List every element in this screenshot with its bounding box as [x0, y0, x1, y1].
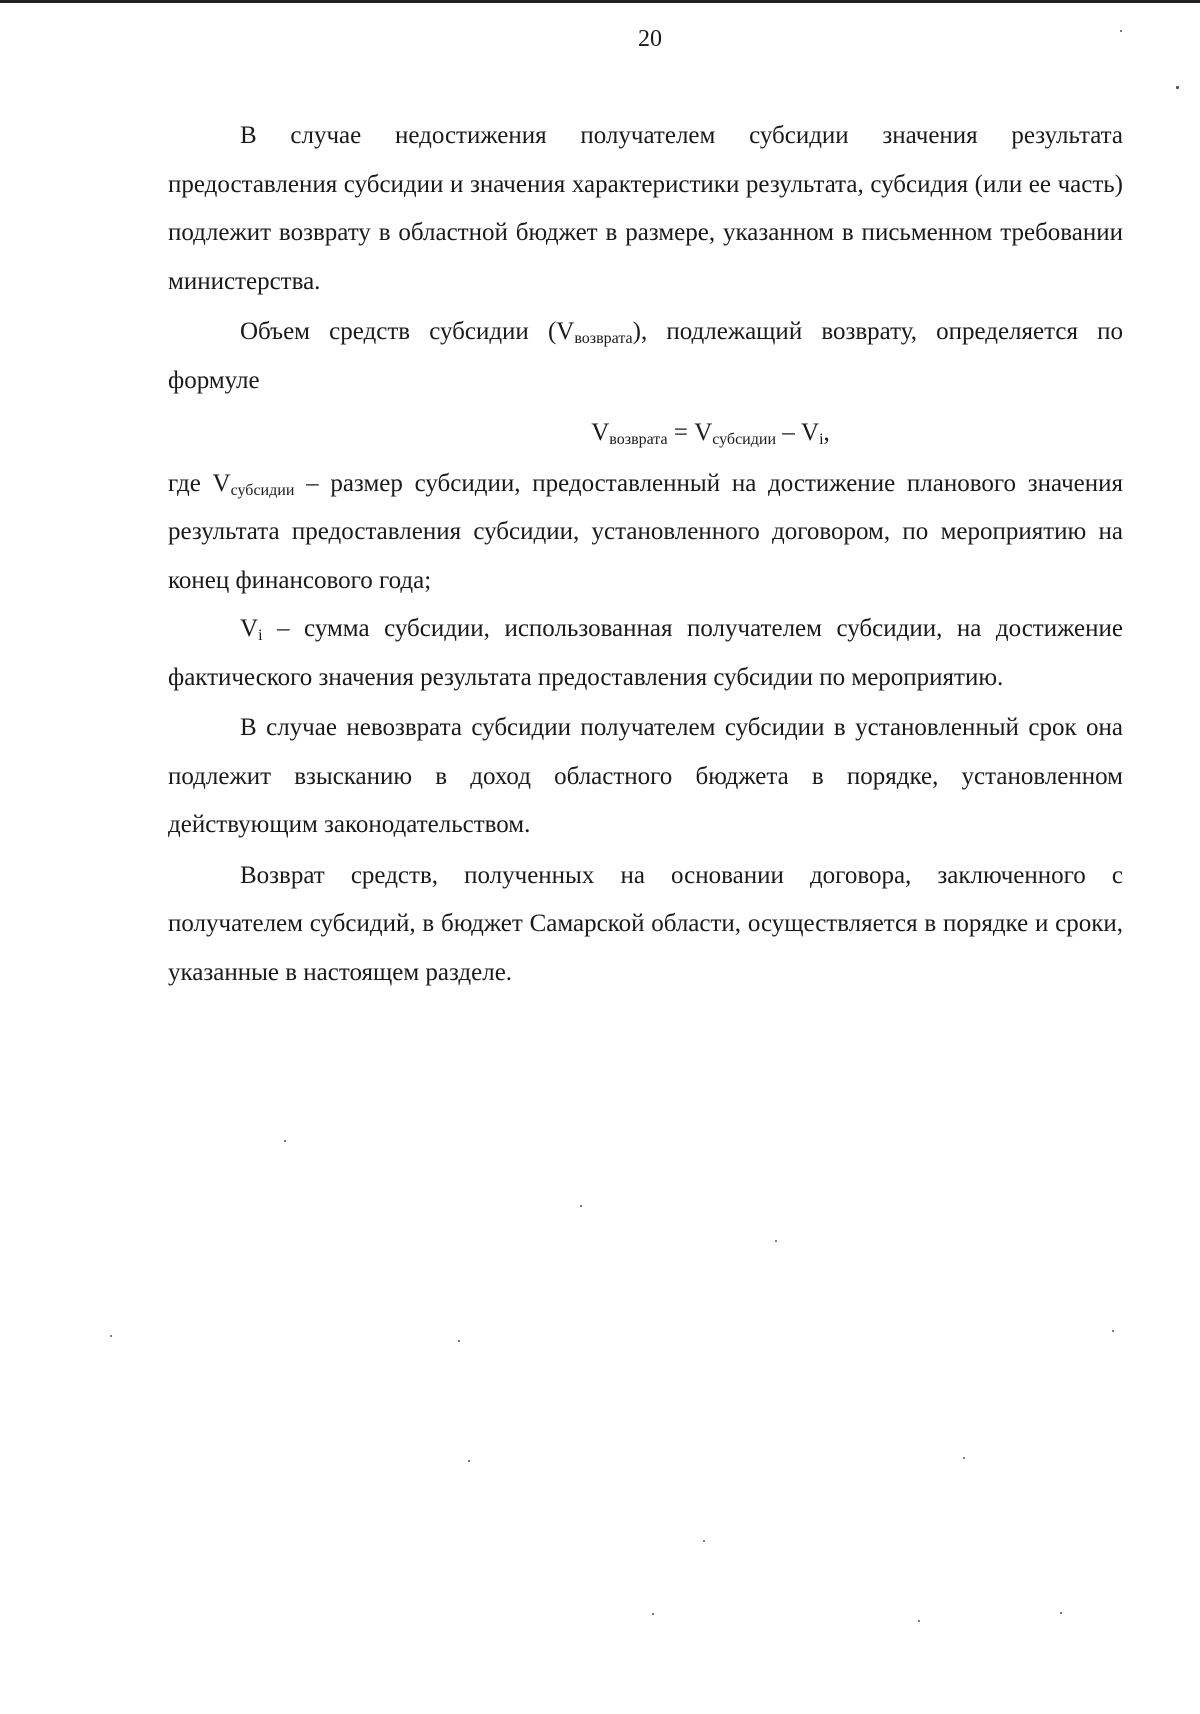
scan-speck — [775, 1240, 777, 1242]
paragraph-refund-volume: Объем средств субсидии $(V_{возврата})$, подлежащий возврату, определяется по формуле — [168, 318, 1123, 394]
paragraph-nonreturn: В случае невозврата субсидии получателем субсидии в установленный срок она подлежит взысканию в доход областного бюджета в порядке, установленном действующим законодательством. — [168, 714, 1123, 838]
scan-speck — [652, 1613, 654, 1615]
document-body — [168, 112, 1123, 997]
top-border-line — [0, 0, 1200, 3]
scan-speck — [1176, 86, 1179, 89]
scan-speck — [963, 1457, 965, 1459]
scan-speck — [1060, 1612, 1062, 1614]
paragraph-return-procedure: Возврат средств, полученных на основании договора, заключенного с получателем субсидий, в бюджет Самарской области, осуществляется в порядке и сроки, указанные в настоящем разделе. — [168, 861, 1123, 986]
scan-speck — [468, 1460, 470, 1462]
scan-speck — [284, 1140, 286, 1142]
scan-speck — [458, 1340, 460, 1342]
paragraph-nonachievement: В случае недостижения получателем субсидии значения результата предоставления субсидии и значения характеристики результата, субсидия (или ее часть) подлежит возврату в областной бюджет в размере, указанном в письменном требовании министерства. — [168, 122, 1123, 295]
scan-speck — [580, 1205, 582, 1207]
scan-speck — [1120, 30, 1122, 32]
scan-speck — [1112, 1330, 1114, 1332]
scan-speck — [110, 1335, 112, 1337]
scan-speck — [918, 1620, 920, 1622]
refund-formula: $V_{возврата} = V_{субсидии} - V_i$, — [591, 419, 830, 448]
paragraph-definition-subsidy: где $V_{субсидии}$ – размер субсидии, предоставленный на достижение планового значения результата предоставления субсидии, установленного договором, по мероприятию на конец финансового года; — [168, 469, 1124, 594]
page-number: 20 — [638, 26, 662, 52]
scan-speck — [703, 1540, 705, 1542]
paragraph-definition-vi: $V_i$ – сумма субсидии, использованная получателем субсидии, на достижение фактического значения результата предоставления субсидии по мероприятию. — [168, 615, 1123, 691]
